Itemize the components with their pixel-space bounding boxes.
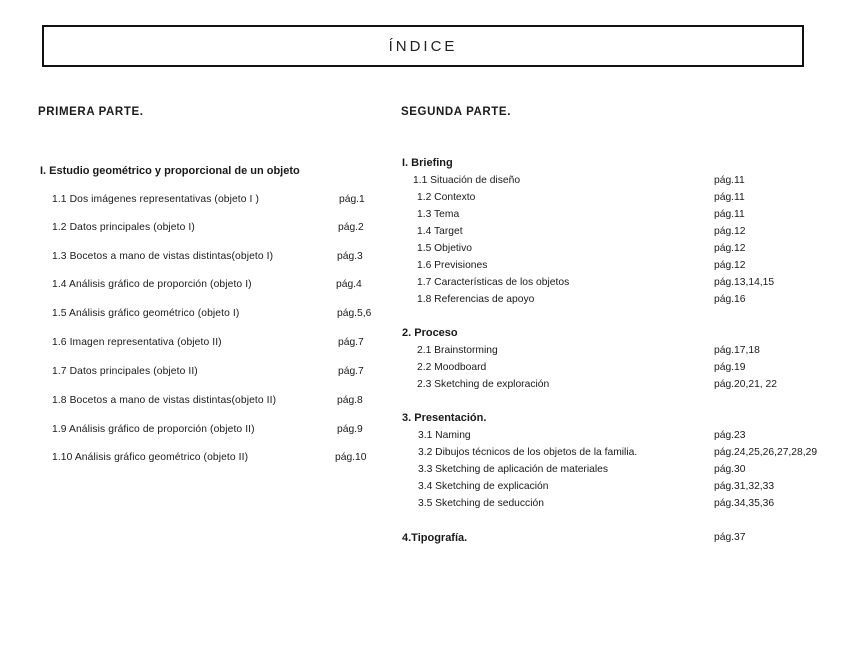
toc-entry-1-5[interactable]: 1.5 Análisis gráfico geométrico (objeto I) (52, 308, 240, 319)
toc-page-1-1: pág.1 (339, 194, 365, 205)
toc-entry-1-2[interactable]: 1.2 Datos principales (objeto I) (52, 222, 195, 233)
toc-page-proceso-2: pág.19 (714, 362, 746, 373)
toc-entry-1-8[interactable]: 1.8 Bocetos a mano de vistas distintas(objeto II) (52, 395, 277, 406)
toc-entry-briefing-6[interactable]: 1.6 Previsiones (417, 260, 488, 271)
toc-entry-presentacion-1[interactable]: 3.1 Naming (418, 430, 471, 441)
toc-entry-1-7[interactable]: 1.7 Datos principales (objeto II) (52, 366, 198, 377)
toc-entry-1-6[interactable]: 1.6 Imagen representativa (objeto II) (52, 337, 222, 348)
toc-page-briefing-7: pág.13,14,15 (714, 277, 775, 288)
toc-page-proceso-3: pág.20,21, 22 (714, 379, 777, 390)
section-heading-presentacion: 3. Presentación. (402, 412, 487, 424)
toc-entry-briefing-7[interactable]: 1.7 Características de los objetos (417, 277, 570, 288)
index-title: ÍNDICE (388, 37, 458, 55)
toc-entry-1-9[interactable]: 1.9 Análisis gráfico de proporción (objeto II) (52, 424, 255, 435)
section-heading-briefing: I. Briefing (402, 157, 453, 169)
toc-page-1-4: pág.4 (336, 279, 362, 290)
title-box (42, 25, 804, 67)
toc-page-1-10: pág.10 (335, 452, 367, 463)
toc-entry-briefing-4[interactable]: 1.4 Target (417, 226, 463, 237)
toc-entry-briefing-5[interactable]: 1.5 Objetivo (417, 243, 472, 254)
toc-page-briefing-5: pág.12 (714, 243, 746, 254)
toc-page-1-9: pág.9 (337, 424, 363, 435)
section-heading-proceso: 2. Proceso (402, 327, 458, 339)
toc-page-briefing-1: pág.11 (714, 175, 745, 186)
section-heading-estudio: I. Estudio geométrico y proporcional de un objeto (40, 165, 300, 177)
toc-page-presentacion-4: pág.31,32,33 (714, 481, 775, 492)
toc-entry-presentacion-3[interactable]: 3.3 Sketching de aplicación de materiales (418, 464, 609, 475)
toc-page-1-5: pág.5,6 (337, 308, 372, 319)
toc-page-1-2: pág.2 (338, 222, 364, 233)
toc-entry-briefing-8[interactable]: 1.8 Referencias de apoyo (417, 294, 535, 305)
toc-page-presentacion-1: pág.23 (714, 430, 746, 441)
toc-entry-1-1[interactable]: 1.1 Dos imágenes representativas (objeto I ) (52, 194, 260, 205)
toc-page-presentacion-3: pág.30 (714, 464, 746, 475)
toc-page-presentacion-5: pág.34,35,36 (714, 498, 775, 509)
toc-entry-1-3[interactable]: 1.3 Bocetos a mano de vistas distintas(objeto I) (52, 251, 274, 262)
section-heading-tipografia: 4.Tipografía. (402, 532, 468, 544)
toc-entry-presentacion-4[interactable]: 3.4 Sketching de explicación (418, 481, 549, 492)
part-two-heading: SEGUNDA PARTE. (401, 106, 511, 118)
toc-entry-proceso-1[interactable]: 2.1 Brainstorming (417, 345, 498, 356)
toc-entry-proceso-2[interactable]: 2.2 Moodboard (417, 362, 487, 373)
toc-page-briefing-4: pág.12 (714, 226, 746, 237)
toc-page-1-6: pág.7 (338, 337, 364, 348)
toc-page-briefing-8: pág.16 (714, 294, 746, 305)
part-one-heading: PRIMERA PARTE. (38, 106, 144, 118)
toc-page-proceso-1: pág.17,18 (714, 345, 760, 356)
toc-page-tipografia: pág.37 (714, 532, 746, 543)
toc-page-briefing-6: pág.12 (714, 260, 746, 271)
toc-entry-briefing-2[interactable]: 1.2 Contexto (417, 192, 476, 203)
toc-entry-briefing-3[interactable]: 1.3 Tema (417, 209, 460, 220)
toc-entry-presentacion-2[interactable]: 3.2 Dibujos técnicos de los objetos de la familia. (418, 447, 638, 458)
toc-entry-1-10[interactable]: 1.10 Análisis gráfico geométrico (objeto II) (52, 452, 249, 463)
toc-page-presentacion-2: pág.24,25,26,27,28,29 (714, 447, 818, 458)
toc-entry-presentacion-5[interactable]: 3.5 Sketching de seducción (418, 498, 544, 509)
toc-page-1-8: pág.8 (337, 395, 363, 406)
toc-entry-1-4[interactable]: 1.4 Análisis gráfico de proporción (objeto I) (52, 279, 252, 290)
toc-entry-briefing-1[interactable]: 1.1 Situación de diseño (413, 175, 521, 186)
toc-page-1-3: pág.3 (337, 251, 363, 262)
toc-page-briefing-3: pág.11 (714, 209, 745, 220)
toc-entry-proceso-3[interactable]: 2.3 Sketching de exploración (417, 379, 550, 390)
toc-page-briefing-2: pág.11 (714, 192, 745, 203)
toc-page-1-7: pág.7 (338, 366, 364, 377)
